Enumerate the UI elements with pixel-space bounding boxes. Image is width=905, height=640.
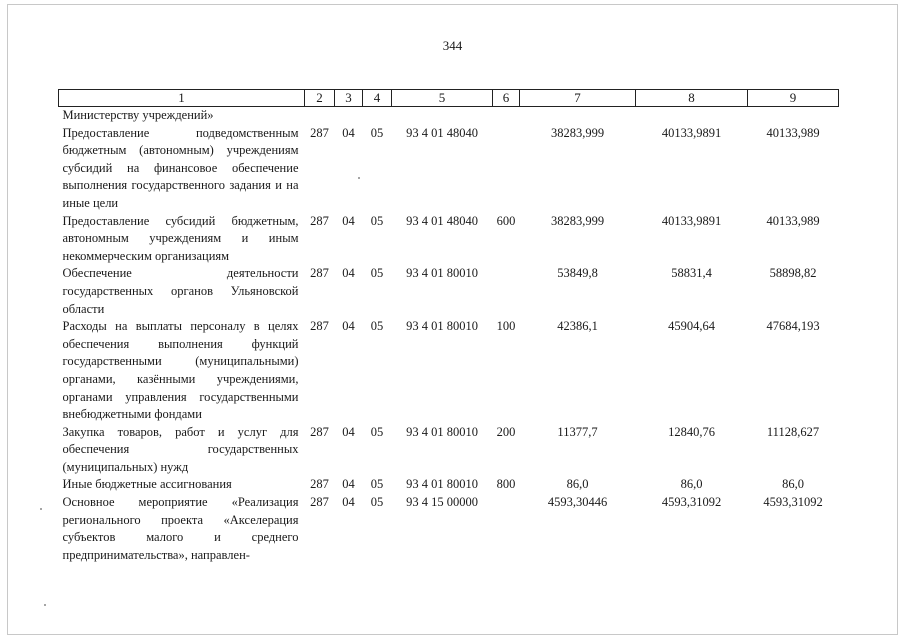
cell-col2: 287 <box>310 424 329 439</box>
cell-col7: 42386,1 <box>557 319 598 334</box>
row-name: Иные бюджетные ассигнования <box>62 477 232 492</box>
scan-speck <box>358 177 360 179</box>
cell-col9: 40133,989 <box>766 213 820 228</box>
cell-col4: 05 <box>370 424 384 439</box>
row-name: Обеспечение деятельности государственных органов Ульяновской области <box>62 266 299 316</box>
cell-col7: 11377,7 <box>557 424 598 439</box>
cell-col5 <box>392 107 493 125</box>
cell-col8: 12840,76 <box>668 424 715 439</box>
cell-col9: 86,0 <box>782 477 804 492</box>
cell-col4: 05 <box>370 213 384 228</box>
column-header: 2 <box>305 90 335 107</box>
cell-col7: 86,0 <box>566 477 589 492</box>
cell-col3: 04 <box>342 266 355 281</box>
table-row <box>59 125 839 213</box>
cell-col2: 287 <box>310 125 329 140</box>
row-name: Министерству учреждений» <box>62 108 214 122</box>
cell-col8: 86,0 <box>680 477 703 492</box>
cell-col6 <box>493 265 520 318</box>
cell-col4: 05 <box>370 495 384 510</box>
cell-col9: 58898,82 <box>769 266 817 281</box>
column-header: 1 <box>59 90 305 107</box>
cell-col4 <box>363 107 392 125</box>
cell-col5: 93 4 01 48040 <box>406 125 478 140</box>
cell-col5: 93 4 01 80010 <box>406 319 478 334</box>
cell-col7: 4593,30446 <box>547 495 608 510</box>
cell-col9 <box>748 107 839 125</box>
cell-col6 <box>493 125 520 213</box>
cell-col8: 58831,4 <box>671 266 712 281</box>
cell-col3: 04 <box>342 477 355 492</box>
row-name: Расходы на выплаты персоналу в целях обеспечения выполнения функций государственными (муниципальными) органами, казёнными учреждениями, органами управления государственными внебюджетными фондами <box>62 319 299 422</box>
column-header: 7 <box>520 90 636 107</box>
column-header: 5 <box>392 90 493 107</box>
cell-col8: 45904,64 <box>668 319 715 334</box>
cell-col2: 287 <box>310 319 329 334</box>
budget-table <box>58 89 839 564</box>
cell-col9: 40133,989 <box>766 125 820 140</box>
cell-col4: 05 <box>370 266 384 281</box>
cell-col3: 04 <box>342 424 355 439</box>
cell-col5: 93 4 01 80010 <box>406 266 478 281</box>
cell-col8 <box>636 107 748 125</box>
cell-col7: 53849,8 <box>557 266 598 281</box>
cell-col8: 40133,9891 <box>661 125 722 140</box>
cell-col3: 04 <box>342 213 355 228</box>
row-name: Предоставление субсидий бюджетным, автономным учреждениям и иным некоммерческим организациям <box>62 213 299 263</box>
cell-col3: 04 <box>342 495 355 510</box>
scan-speck <box>44 604 46 606</box>
cell-col6: 100 <box>496 319 516 334</box>
cell-col5: 93 4 01 48040 <box>406 213 478 228</box>
table-row <box>59 213 839 266</box>
table-row <box>59 265 839 318</box>
cell-col4: 05 <box>370 477 384 492</box>
cell-col7: 38283,999 <box>550 213 605 228</box>
column-header: 4 <box>363 90 392 107</box>
cell-col9: 4593,31092 <box>763 495 823 510</box>
column-header: 9 <box>748 90 839 107</box>
cell-col2 <box>305 107 335 125</box>
table-row <box>59 424 839 477</box>
table-row <box>59 494 839 564</box>
cell-col2: 287 <box>310 213 329 228</box>
cell-col9: 11128,627 <box>766 424 820 439</box>
cell-col5: 93 4 01 80010 <box>406 424 478 439</box>
cell-col4: 05 <box>370 125 384 140</box>
table-row <box>59 476 839 494</box>
table-row <box>59 318 839 424</box>
row-name: Основное мероприятие «Реализация регионального проекта «Акселерация субъектов малого и среднего предпринимательства», направлен- <box>62 495 299 562</box>
cell-col6: 600 <box>496 213 516 228</box>
cell-col3: 04 <box>342 125 355 140</box>
row-name: Закупка товаров, работ и услуг для обеспечения государственных (муниципальных) нужд <box>62 424 299 474</box>
cell-col6: 200 <box>496 424 516 439</box>
cell-col6: 800 <box>496 477 516 492</box>
header-row <box>59 90 839 107</box>
cell-col4: 05 <box>370 319 384 334</box>
cell-col8: 4593,31092 <box>661 495 722 510</box>
cell-col7 <box>520 107 636 125</box>
cell-col5: 93 4 15 00000 <box>406 495 478 510</box>
cell-col5: 93 4 01 80010 <box>406 477 478 492</box>
table-row <box>59 107 839 125</box>
row-name: Предоставление подведомственным бюджетным (автономным) учреждениям субсидий на финансовое обеспечение выполнения государственного задания и на иные цели <box>62 125 299 210</box>
scan-speck <box>40 508 42 510</box>
cell-col9: 47684,193 <box>766 319 820 334</box>
column-header: 6 <box>493 90 520 107</box>
cell-col3: 04 <box>342 319 355 334</box>
cell-col2: 287 <box>310 477 329 492</box>
cell-col8: 40133,9891 <box>661 213 722 228</box>
page-number: 344 <box>442 38 463 53</box>
cell-col3 <box>335 107 363 125</box>
cell-col2: 287 <box>310 495 329 510</box>
column-header: 3 <box>335 90 363 107</box>
cell-col6 <box>493 107 520 125</box>
cell-col2: 287 <box>310 266 329 281</box>
column-header: 8 <box>636 90 748 107</box>
cell-col6 <box>493 494 520 564</box>
cell-col7: 38283,999 <box>550 125 605 140</box>
